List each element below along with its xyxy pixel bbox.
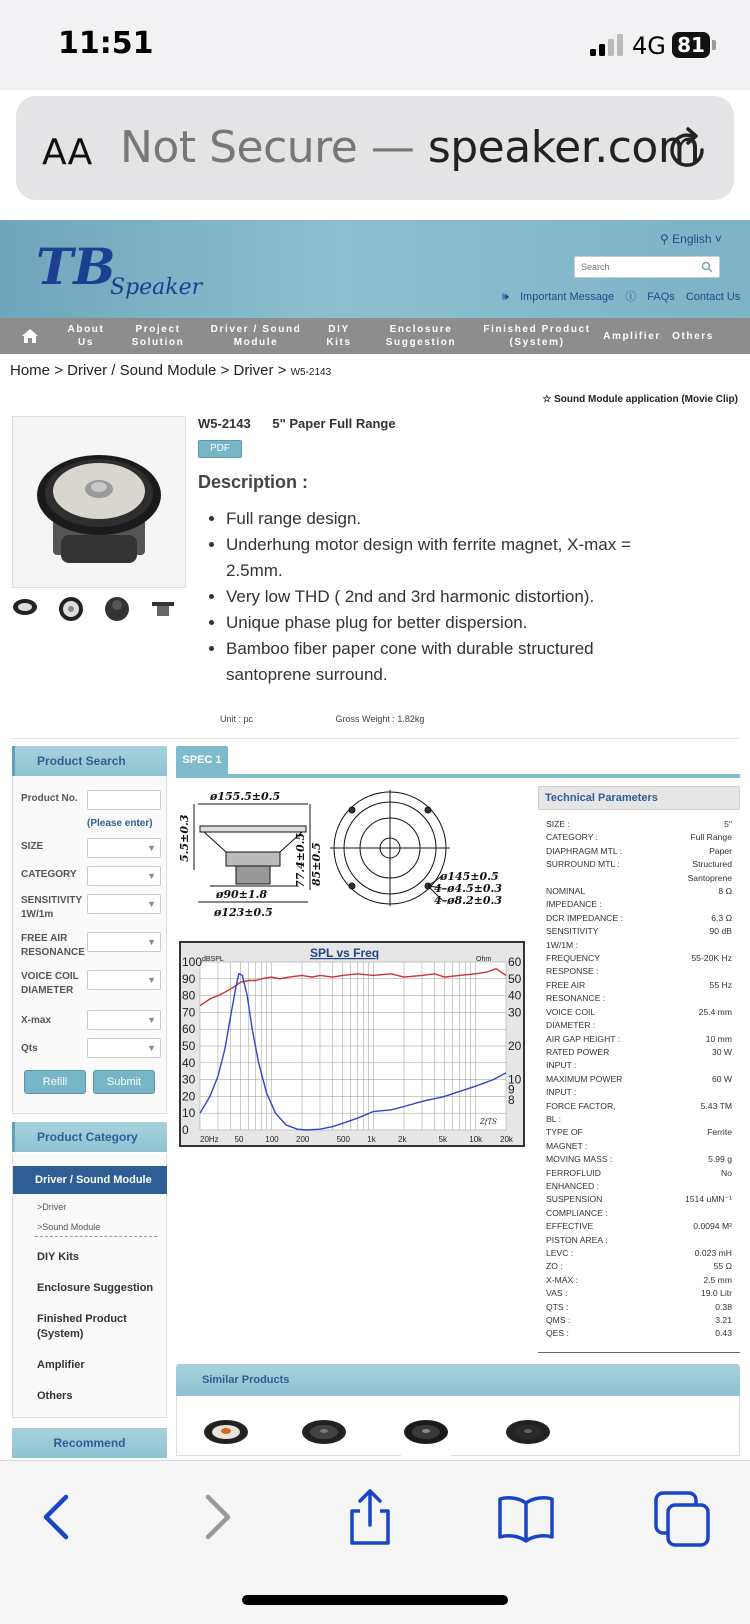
- param-label: VOICE COIL: [546, 1006, 596, 1017]
- y-tick-label-right: 20: [508, 1039, 522, 1053]
- movie-clip-link[interactable]: ☆ Sound Module application (Movie Clip): [542, 394, 738, 405]
- param-label: COMPLIANCE :: [546, 1207, 608, 1218]
- pole: [236, 866, 270, 884]
- param-label: VAS :: [546, 1288, 568, 1299]
- param-label: SENSITIVITY: [546, 926, 599, 937]
- y-tick-label: 90: [182, 971, 196, 986]
- breadcrumb: Home > Driver / Sound Module > Driver > W5-2143: [10, 362, 332, 379]
- brand-mark: ZfTS: [480, 1118, 497, 1126]
- thumbnail-3[interactable]: [104, 596, 130, 622]
- spl-vs-freq-chart: [180, 942, 524, 1146]
- submit-button[interactable]: Submit: [93, 1070, 155, 1094]
- param-value: 8 Ω: [718, 886, 732, 897]
- product-title: [198, 416, 396, 431]
- free-air-resonance-select[interactable]: [87, 932, 161, 952]
- dim-label: ø155.5±0.5: [210, 790, 281, 803]
- param-label: MOVING MASS :: [546, 1154, 613, 1165]
- y-tick-label: 0: [182, 1123, 189, 1137]
- voice-coil-select[interactable]: [87, 970, 161, 990]
- divider: [35, 1236, 157, 1237]
- size-select[interactable]: [87, 838, 161, 858]
- reload-icon[interactable]: [666, 124, 710, 174]
- unit-weight-row: [220, 714, 504, 724]
- category-sub-driver[interactable]: >Driver: [37, 1202, 67, 1212]
- language-selector[interactable]: [660, 232, 722, 246]
- search-input[interactable]: [575, 257, 693, 277]
- home-icon[interactable]: [0, 318, 60, 354]
- y-tick-label: 60: [182, 1022, 196, 1037]
- site-header: [0, 220, 750, 318]
- param-value: 10 mm: [705, 1033, 732, 1044]
- not-secure-label: Not Secure —: [120, 122, 428, 173]
- please-enter-hint: (Please enter): [87, 818, 153, 829]
- breadcrumb-home[interactable]: Home: [10, 362, 51, 379]
- svg-text:TB: TB: [36, 237, 116, 296]
- reader-aa-button[interactable]: AA: [42, 132, 93, 173]
- dim-label: 4–ø4.5±0.3: [434, 882, 502, 895]
- y-tick-label-right: 8: [508, 1092, 515, 1107]
- param-value: 2.5 mm: [703, 1274, 732, 1285]
- param-label: FORCE FACTOR,: [546, 1100, 616, 1111]
- param-label: RATED POWER: [546, 1046, 610, 1057]
- param-value: 6.3 Ω: [711, 912, 732, 923]
- clock: 11:51: [58, 26, 154, 61]
- param-label: AIR GAP HEIGHT :: [546, 1033, 621, 1044]
- param-value: 3.21: [715, 1315, 732, 1326]
- search-icon[interactable]: [701, 261, 713, 273]
- size-label: SIZE: [21, 841, 44, 852]
- magnet: [226, 852, 280, 866]
- product-no-label: Product No.: [21, 793, 78, 804]
- param-label: INPUT :: [546, 1060, 577, 1071]
- mount-hole-2: [425, 807, 431, 813]
- y-tick-label-right: 30: [508, 1005, 522, 1020]
- table-row: [546, 1247, 732, 1260]
- nav-project-solution[interactable]: Project Solution: [131, 324, 185, 348]
- param-label: FREQUENCY: [546, 953, 600, 964]
- param-label: X-MAX :: [546, 1274, 578, 1285]
- similar-product-2[interactable]: [299, 1416, 349, 1456]
- x-tick-label: 500: [336, 1135, 350, 1144]
- refill-button[interactable]: Refill: [24, 1070, 86, 1094]
- list-item: • Bamboo fiber paper cone with durable structured santoprene surround.: [226, 636, 670, 688]
- table-row: [546, 912, 732, 925]
- important-message-link[interactable]: Important Message: [520, 291, 615, 303]
- category-enclosure-suggestion[interactable]: Enclosure Suggestion: [37, 1282, 154, 1294]
- table-row: [546, 1140, 732, 1153]
- similar-product-3[interactable]: [401, 1416, 451, 1456]
- product-search-panel: [12, 776, 167, 1114]
- thumbnail-2[interactable]: [58, 596, 84, 622]
- param-value: 5.43 TM: [700, 1100, 732, 1111]
- table-row: [546, 1207, 732, 1220]
- table-row: [546, 1180, 732, 1193]
- table-row: [546, 1287, 732, 1300]
- x-tick-label: 50: [234, 1135, 244, 1144]
- param-label: MAGNET :: [546, 1140, 588, 1151]
- free-air-resonance-label: FREE AIR RESONANCE: [21, 933, 85, 958]
- param-label: NOMINAL: [546, 886, 586, 897]
- y-tick-label: 20: [182, 1089, 196, 1104]
- table-row: [546, 1327, 732, 1340]
- url-text[interactable]: [120, 122, 700, 173]
- category-sub-sound-module[interactable]: >Sound Module: [37, 1222, 101, 1232]
- table-row: [546, 925, 732, 938]
- voice-coil-label: VOICE COIL DIAMETER: [21, 971, 79, 996]
- table-row: [546, 1006, 732, 1019]
- unit-label: Unit : pc: [220, 714, 254, 724]
- table-row: [546, 1086, 732, 1099]
- x-tick-label: 5k: [438, 1135, 448, 1144]
- param-value: 25.4 mm: [698, 1006, 732, 1017]
- chevron-down-icon: ▼: [147, 843, 156, 853]
- breadcrumb-driver[interactable]: Driver: [233, 362, 274, 379]
- product-category-header: Product Category: [12, 1122, 167, 1152]
- network-type: 4G: [632, 32, 666, 60]
- nav-finished-product[interactable]: Finished Product (System): [483, 324, 591, 348]
- param-value: Paper: [709, 845, 732, 856]
- y-tick-label: 40: [182, 1055, 196, 1070]
- signal-icon: [590, 34, 626, 56]
- tab-underline: [176, 774, 740, 778]
- y-tick-label: 80: [182, 988, 196, 1003]
- gross-weight: Gross Weight : 1.82kg: [335, 714, 425, 724]
- param-label: CATEGORY :: [546, 832, 599, 843]
- qts-label: Qts: [21, 1043, 38, 1054]
- chevron-down-icon: ▼: [147, 899, 156, 909]
- header-links: [502, 288, 748, 304]
- nav-driver-sound-module[interactable]: Driver / Sound Module: [210, 324, 302, 348]
- param-label: SURROUND MTL :: [546, 859, 620, 870]
- table-row: [546, 952, 732, 965]
- chevron-down-icon: ▼: [147, 871, 156, 881]
- param-label: DCR IMPEDANCE :: [546, 912, 623, 923]
- help-icon: ⓘ: [625, 291, 637, 303]
- y-tick-label-right: 60: [508, 955, 522, 969]
- list-item: • Unique phase plug for better dispersion.: [226, 610, 670, 636]
- mount-hole-3: [349, 883, 355, 889]
- param-value: 55-20K Hz: [691, 953, 732, 964]
- category-label: CATEGORY: [21, 869, 77, 880]
- param-value: 5": [724, 819, 732, 829]
- category-diy-kits[interactable]: DIY Kits: [37, 1251, 79, 1263]
- param-value: 5.99 g: [708, 1154, 732, 1165]
- battery-icon: 81: [672, 32, 710, 58]
- table-row: [546, 1019, 732, 1032]
- chevron-down-icon: ▼: [147, 1015, 156, 1025]
- similar-product-1[interactable]: [201, 1416, 251, 1456]
- table-row: [546, 831, 732, 844]
- language-label: English: [672, 232, 712, 246]
- xmax-label: X-max: [21, 1015, 52, 1026]
- table-row: [546, 1193, 732, 1206]
- param-label: QMS :: [546, 1315, 571, 1326]
- product-search-header: Product Search: [12, 746, 167, 776]
- dim-label: ø145±0.5: [440, 870, 499, 883]
- dim-label: 4–ø8.2±0.3: [434, 894, 502, 907]
- sensitivity-label: SENSITIVITY 1W/1m: [21, 895, 82, 920]
- x-tick-label: 20Hz: [200, 1135, 219, 1144]
- faqs-link[interactable]: FAQs: [647, 291, 675, 303]
- table-row: [546, 1260, 732, 1273]
- frame-top: [200, 826, 306, 832]
- description-list: [210, 506, 670, 688]
- x-tick-label: 1k: [367, 1135, 376, 1144]
- breadcrumb-driver-sound-module[interactable]: Driver / Sound Module: [67, 362, 217, 379]
- dim-label: ø90±1.8: [216, 888, 267, 901]
- home-indicator: [242, 1595, 508, 1605]
- chart-title: SPL vs Freq: [310, 946, 380, 960]
- y-axis-left-label: dBSPL: [202, 956, 224, 963]
- table-row: [546, 1100, 732, 1113]
- dimension-drawing: [180, 790, 520, 920]
- param-label: EFFECTIVE: [546, 1221, 594, 1232]
- address-bar[interactable]: [16, 96, 734, 200]
- param-label: 1W/1M :: [546, 939, 578, 950]
- forward-icon[interactable]: [186, 1487, 246, 1547]
- y-tick-label-right: 50: [508, 971, 522, 986]
- thumbnail-4[interactable]: [150, 596, 176, 622]
- product-name: 5" Paper Full Range: [272, 416, 396, 431]
- y-tick-label: 10: [182, 1106, 196, 1121]
- param-label: TYPE OF: [546, 1127, 583, 1138]
- param-value: Ferrite: [707, 1127, 732, 1138]
- param-value: 55 Hz: [709, 979, 732, 990]
- y-axis-right-label: Ohm: [476, 956, 492, 963]
- technical-parameters-table: [546, 818, 732, 1341]
- param-value: 90 dB: [709, 926, 732, 937]
- param-label: PISTON AREA :: [546, 1234, 608, 1245]
- param-label: BL :: [546, 1113, 561, 1124]
- table-row: [546, 885, 732, 898]
- table-row: [546, 979, 732, 992]
- product-no-input[interactable]: [87, 790, 161, 810]
- param-value: 30 W: [711, 1046, 732, 1057]
- table-row: [546, 965, 732, 978]
- sensitivity-select[interactable]: [87, 894, 161, 914]
- technical-parameters-header: Technical Parameters: [538, 786, 740, 810]
- param-value: Full Range: [690, 832, 732, 843]
- pdf-button[interactable]: PDF: [198, 440, 242, 458]
- table-row: [546, 898, 732, 911]
- y-tick-label: 30: [182, 1072, 196, 1087]
- category-amplifier[interactable]: Amplifier: [37, 1359, 85, 1371]
- param-label: FERROFLUID: [546, 1167, 601, 1178]
- tabs-icon[interactable]: [652, 1487, 712, 1547]
- y-tick-label: 50: [182, 1039, 196, 1053]
- list-item: • Very low THD ( 2nd and 3rd harmonic distortion).: [226, 584, 670, 610]
- param-label: RESONANCE :: [546, 993, 606, 1004]
- param-label: ZO :: [546, 1261, 563, 1272]
- chevron-down-icon: ▼: [147, 1043, 156, 1053]
- mount-hole-1: [349, 807, 355, 813]
- chevron-down-icon: ▼: [147, 937, 156, 947]
- back-icon[interactable]: [28, 1487, 88, 1547]
- browser-toolbar: [0, 1460, 750, 1624]
- bookmarks-icon[interactable]: [496, 1487, 556, 1547]
- table-row: [546, 1234, 732, 1247]
- param-label: MAXIMUM POWER: [546, 1073, 623, 1084]
- table-row: [546, 1126, 732, 1139]
- table-row: [546, 1314, 732, 1327]
- param-value: 55 Ω: [713, 1261, 732, 1272]
- param-label: FREE AIR: [546, 979, 586, 990]
- table-row: [546, 1167, 732, 1180]
- param-label: QES :: [546, 1328, 569, 1339]
- table-row: [546, 992, 732, 1005]
- xmax-select[interactable]: [87, 1010, 161, 1030]
- x-tick-label: 20k: [500, 1135, 513, 1144]
- category-select[interactable]: [87, 866, 161, 886]
- similar-products-list: [176, 1396, 740, 1456]
- table-row: [546, 1073, 732, 1086]
- divider: [538, 1352, 740, 1353]
- category-finished-product[interactable]: Finished Product (System): [37, 1313, 127, 1340]
- globe-icon: ⚲: [660, 232, 669, 246]
- divider: [10, 738, 740, 739]
- table-row: [546, 1046, 732, 1059]
- table-row: [546, 1274, 732, 1287]
- param-value: 0.43: [715, 1328, 732, 1339]
- param-label: IMPEDANCE :: [546, 899, 602, 910]
- table-row: [546, 872, 732, 885]
- table-row: [546, 1153, 732, 1166]
- table-row: [546, 845, 732, 858]
- nav-enclosure-suggestion[interactable]: Enclosure Suggestion: [385, 324, 457, 348]
- param-value: 0.023 mH: [694, 1248, 732, 1258]
- nav-about-us[interactable]: About Us: [67, 324, 105, 348]
- param-value: 0.38: [715, 1301, 732, 1312]
- chevron-down-icon: ▼: [147, 975, 156, 985]
- list-item: • Full range design.: [226, 506, 670, 532]
- share-icon[interactable]: [340, 1487, 400, 1547]
- param-value: 0.0094 M²: [693, 1221, 732, 1232]
- main-nav: [0, 318, 750, 354]
- nav-others[interactable]: Others: [672, 330, 714, 342]
- table-row: [546, 1059, 732, 1072]
- param-value: Structured: [692, 859, 732, 870]
- y-tick-label-right: 40: [508, 988, 522, 1003]
- param-value: 19.0 Litr: [700, 1288, 732, 1299]
- x-tick-label: 200: [296, 1135, 310, 1144]
- speaker-icon: 🕪: [502, 291, 509, 303]
- param-label: SUSPENSION: [546, 1194, 603, 1205]
- x-tick-label: 100: [265, 1135, 279, 1144]
- table-row: [546, 939, 732, 952]
- product-thumbnails: [10, 596, 190, 626]
- dim-label: 5.5±0.3: [178, 814, 191, 862]
- param-label: DIAMETER :: [546, 1020, 596, 1031]
- recommend-header: Recommend: [12, 1428, 167, 1458]
- x-tick-label: 2k: [398, 1135, 407, 1144]
- param-label: LEVC :: [546, 1248, 574, 1258]
- x-tick-label: 10k: [469, 1135, 483, 1144]
- battery-cap: [712, 40, 716, 50]
- thumbnail-1[interactable]: [12, 596, 38, 622]
- dim-label: ø123±0.5: [214, 906, 273, 919]
- y-tick-label-right: 9: [508, 1082, 515, 1097]
- description-title: Description :: [198, 472, 309, 492]
- nav-diy-kits[interactable]: DIY Kits: [326, 324, 352, 348]
- param-label: RESPONSE :: [546, 966, 599, 977]
- param-value: 60 W: [711, 1073, 732, 1084]
- product-main-image[interactable]: [12, 416, 186, 588]
- dim-label: 77.4±0.5: [294, 832, 307, 888]
- qts-select[interactable]: [87, 1038, 161, 1058]
- param-label: SIZE :: [546, 819, 570, 829]
- param-value: Santoprene: [687, 872, 732, 883]
- table-row: [546, 818, 732, 831]
- category-others[interactable]: Others: [37, 1390, 73, 1402]
- param-label: DIAPHRAGM MTL :: [546, 845, 623, 856]
- param-label: INPUT :: [546, 1087, 577, 1098]
- svg-text:Speaker: Speaker: [110, 275, 203, 300]
- param-label: ENHANCED :: [546, 1180, 600, 1191]
- y-tick-label-right: 10: [508, 1072, 522, 1087]
- param-label: QTS :: [546, 1301, 569, 1312]
- similar-product-4[interactable]: [503, 1416, 553, 1456]
- param-label: [546, 872, 650, 885]
- chevron-down-icon: ˅: [711, 232, 722, 246]
- url-domain: speaker.com: [427, 122, 701, 173]
- tab-spec-1[interactable]: SPEC 1: [176, 746, 228, 774]
- table-row: [546, 1113, 732, 1126]
- table-row: [546, 1033, 732, 1046]
- table-row: [546, 858, 732, 871]
- table-row: [546, 1220, 732, 1233]
- tb-speaker-logo[interactable]: [32, 234, 202, 304]
- y-tick-label: 70: [182, 1005, 196, 1020]
- dim-label: 85±0.5: [310, 842, 323, 886]
- product-code: W5-2143: [198, 416, 251, 431]
- table-row: [546, 1301, 732, 1314]
- nav-amplifier[interactable]: Amplifier: [603, 330, 661, 342]
- category-driver-sound-module[interactable]: Driver / Sound Module: [13, 1166, 167, 1194]
- contact-us-link[interactable]: Contact Us: [685, 291, 741, 303]
- breadcrumb-current: W5-2143: [290, 367, 332, 378]
- search-box: [574, 256, 720, 278]
- y-tick-label: 100: [182, 955, 203, 969]
- list-item: • Underhung motor design with ferrite magnet, X-max = 2.5mm.: [226, 532, 670, 584]
- basket: [204, 832, 302, 852]
- status-bar: [0, 0, 750, 90]
- param-value: 1514 uMN⁻¹: [684, 1194, 732, 1205]
- param-value: No: [721, 1167, 732, 1178]
- product-category-panel: [12, 1154, 167, 1418]
- similar-products-header: Similar Products: [176, 1364, 740, 1396]
